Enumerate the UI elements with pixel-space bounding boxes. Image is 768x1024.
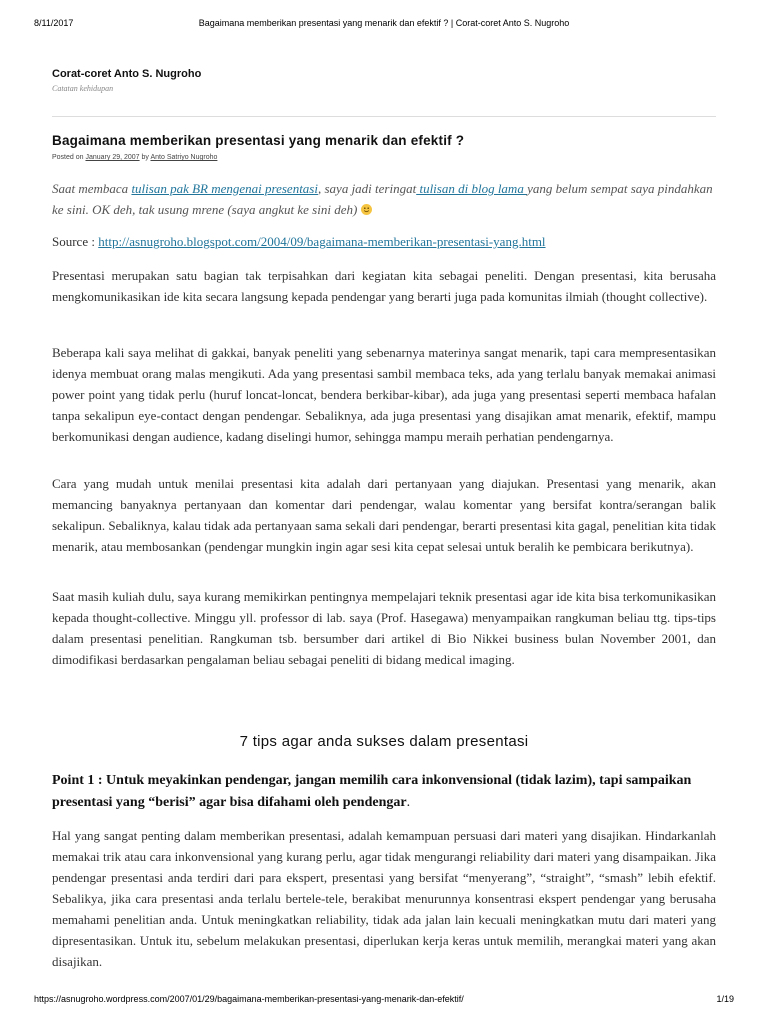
body-paragraph-4: Saat masih kuliah dulu, saya kurang memikirkan pentingnya mempelajari teknik presentasi agar ide kita bisa terkomunikasikan kepada thought-collective. Minggu yll. professor di lab. saya (Prof. Hasegawa) menyampaikan rangkuman beliau ttg. tips-tips dalam presentasi penelitian. Rangkuman tsb. bersumber dari artikel di Bio Nikkei business bulan November 2001, dan dimodifikasi berdasarkan pengalaman beliau sebagai peneliti di bidang medical imaging. xyxy=(52,589,716,667)
post-meta-prefix: Posted on xyxy=(52,154,86,161)
site-tagline: Catatan kehidupan xyxy=(52,84,114,93)
intro-text-2: , saya jadi teringat xyxy=(317,181,417,196)
intro-text-1: Saat membaca xyxy=(52,181,132,196)
site-title[interactable]: Corat-coret Anto S. Nugroho xyxy=(52,68,202,80)
point-1-heading xyxy=(52,770,716,814)
source-link[interactable]: http://asnugroho.blogspot.com/2004/09/bagaimana-memberikan-presentasi-yang.html xyxy=(98,234,546,249)
smiley-icon xyxy=(361,204,372,215)
post-meta xyxy=(52,154,217,161)
intro-text-3: yang belum sempat saya pindahkan ke sini. OK deh, tak usung mrene (saya angkut ke sini deh) xyxy=(52,181,713,217)
post-meta-by: by xyxy=(139,154,151,161)
print-date: 8/11/2017 xyxy=(34,18,74,28)
body-paragraph-1: Presentasi merupakan satu bagian tak terpisahkan dari kegiatan kita sebagai peneliti. Dengan presentasi, kita berusaha mengkomunikasikan ide kita secara langsung kepada pendengar yang berarti juga pada komunitas ilmiah (thought collective). xyxy=(52,268,716,304)
point-1-tail: . xyxy=(406,795,411,810)
post-author-link[interactable]: Anto Satriyo Nugroho xyxy=(150,154,218,161)
header-divider xyxy=(52,116,716,117)
print-document-title: Bagaimana memberikan presentasi yang menarik dan efektif ? | Corat-coret Anto S. Nugroho xyxy=(198,18,570,28)
point-1-body: Hal yang sangat penting dalam memberikan presentasi, adalah kemampuan persuasi dari materi yang disajikan. Hindarkanlah memakai trik atau cara inkonvensional yang kurang perlu, agar tidak mengurangi reliability dari materi yang disampaikan. Jika pendengar presentasi anda terdiri dari para ekspert, presentasi yang bersifat “menyerang”, “straight”, “smash” lebih efektif. Sebalikya, jika cara presentasi anda terlalu bertele-tele, berakibat menurunnya konsentrasi ekspert pendengar yang berusaha memahami penelitian anda. Untuk meningkatkan reliability, tidak ada jalan lain kecuali meningkatkan mutu dari materi yang dipresentasikan. Untuk itu, sebelum melakukan presentasi, diperlukan kerja keras untuk memilih, merangkai materi yang akan disajikan. xyxy=(52,828,716,969)
intro-link-br-presentation[interactable]: tulisan pak BR mengenai presentasi xyxy=(131,181,318,196)
print-footer xyxy=(0,994,768,1008)
source-label: Source : xyxy=(52,234,99,249)
point-1-bold: Point 1 : Untuk meyakinkan pendengar, jangan memilih cara inkonvensional (tidak lazim), tapi sampaikan presentasi yang “berisi” agar bisa difahami oleh pendengar xyxy=(52,773,692,810)
intro-link-old-blog[interactable]: tulisan di blog lama xyxy=(416,181,528,196)
source-line xyxy=(52,231,716,252)
body-paragraph-2: Beberapa kali saya melihat di gakkai, banyak peneliti yang sebenarnya materinya sangat menarik, tapi cara mempresentasikan idenya membuat orang malas mengikuti. Ada yang presentasi sambil membaca teks, ada yang terlalu banyak memakai animasi power point yang tidak perlu (huruf loncat-loncat, bendera berkibar-kibar), ada juga yang presentasi seperti membaca hafalan tanpa sekalipun eye-contact dengan pendengar. Sebaliknya, ada juga presentasi yang disajikan amat menarik, efektif, mampu berkomunikasi dengan audience, kadang diselingi humor, sehingga mampu meraih perhatian pendengarnya. xyxy=(52,345,716,444)
section-heading: 7 tips agar anda sukses dalam presentasi xyxy=(239,733,529,750)
post-date-link[interactable]: January 29, 2007 xyxy=(85,154,140,161)
print-page-number: 1/19 xyxy=(716,994,734,1004)
body-paragraph-3: Cara yang mudah untuk menilai presentasi kita adalah dari pertanyaan yang diajukan. Presentasi yang menarik, akan memancing banyaknya pertanyaan dan komentar dari pendengar, walau komentar yang bersifat kontra/serangan balik sekalipun. Sebaliknya, kalau tidak ada pertanyaan sama sekali dari pendengar, berarti presentasi kita gagal, penelitian kita tidak menarik, atau membosankan (pendengar mungkin ingin agar sesi kita cepat selesai untuk beralih ke pembicara berikutnya). xyxy=(52,476,716,554)
print-url: https://asnugroho.wordpress.com/2007/01/29/bagaimana-memberikan-presentasi-yang-menarik-dan-efektif/ xyxy=(34,994,464,1004)
post-title: Bagaimana memberikan presentasi yang menarik dan efektif ? xyxy=(52,133,465,148)
intro-paragraph xyxy=(52,178,716,220)
print-header xyxy=(0,18,768,32)
